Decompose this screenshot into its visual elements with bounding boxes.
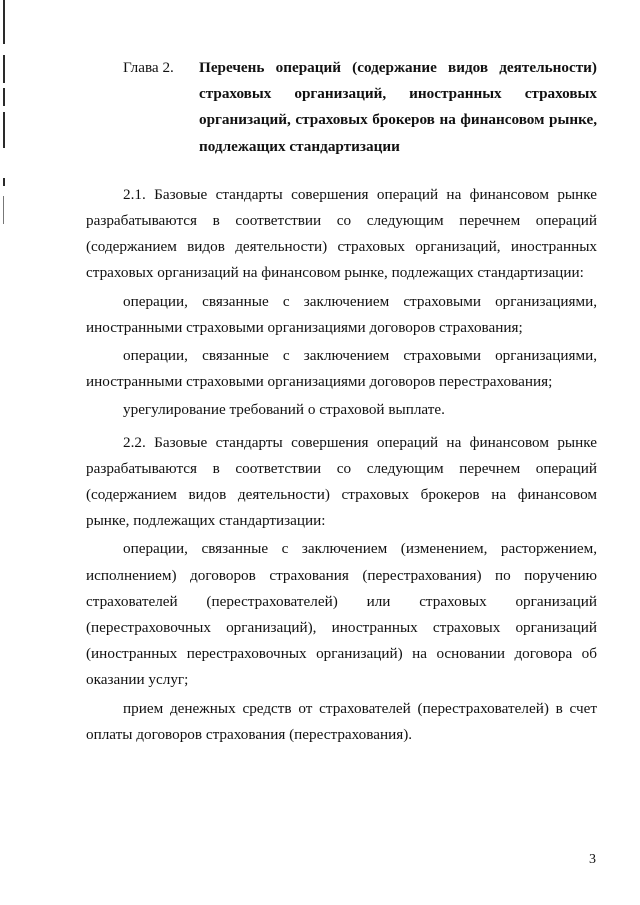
scan-edge-mark — [3, 55, 5, 83]
scan-edge-mark — [3, 88, 5, 106]
list-item-broker-contracts: операции, связанные с заключением (изменением, расторжением, исполнением) договоров страхования (перестрахования) по поручению страхователей (перестрахователей) или страховых организаций (перестраховочных организаций), иностранных страховых организаций (иностранных перестраховочных организаций) на основании договора об оказании услуг; — [86, 540, 597, 689]
list-item-claims-settlement: урегулирование требований о страховой выплате. — [123, 401, 445, 419]
list-item-insurance-contracts: операции, связанные с заключением страховыми организациями, иностранными страховыми организациями договоров страхования; — [86, 292, 597, 336]
scan-edge-mark — [3, 196, 4, 224]
scan-edge-mark — [3, 0, 5, 44]
paragraph-2-2: 2.2. Базовые стандарты совершения операций на финансовом рынке разрабатываются в соответствии со следующим перечнем операций (содержанием видов деятельности) страховых брокеров на финансовом рынке, подлежащих стандартизации: — [86, 433, 597, 530]
list-item-reinsurance-contracts: операции, связанные с заключением страховыми организациями, иностранными страховыми организациями договоров перестрахования; — [86, 347, 597, 391]
paragraph-2-1: 2.1. Базовые стандарты совершения операций на финансовом рынке разрабатываются в соответствии со следующим перечнем операций (содержанием видов деятельности) страховых организаций, иностранных страховых организаций на финансовом рынке, подлежащих стандартизации: — [86, 185, 597, 282]
scan-edge-mark — [3, 178, 5, 186]
chapter-heading — [86, 55, 597, 160]
page-number: 3 — [589, 852, 596, 867]
list-item-funds-acceptance: прием денежных средств от страхователей (перестрахователей) в счет оплаты договоров страхования (перестрахования). — [86, 699, 597, 743]
chapter-title: Перечень операций (содержание видов деятельности) страховых организаций, иностранных страховых организаций, страховых брокеров на финансовом рынке, подлежащих стандартизации — [199, 59, 597, 155]
scan-edge-mark — [3, 112, 5, 148]
document-body — [86, 55, 597, 748]
chapter-label: Глава 2. — [123, 59, 174, 76]
